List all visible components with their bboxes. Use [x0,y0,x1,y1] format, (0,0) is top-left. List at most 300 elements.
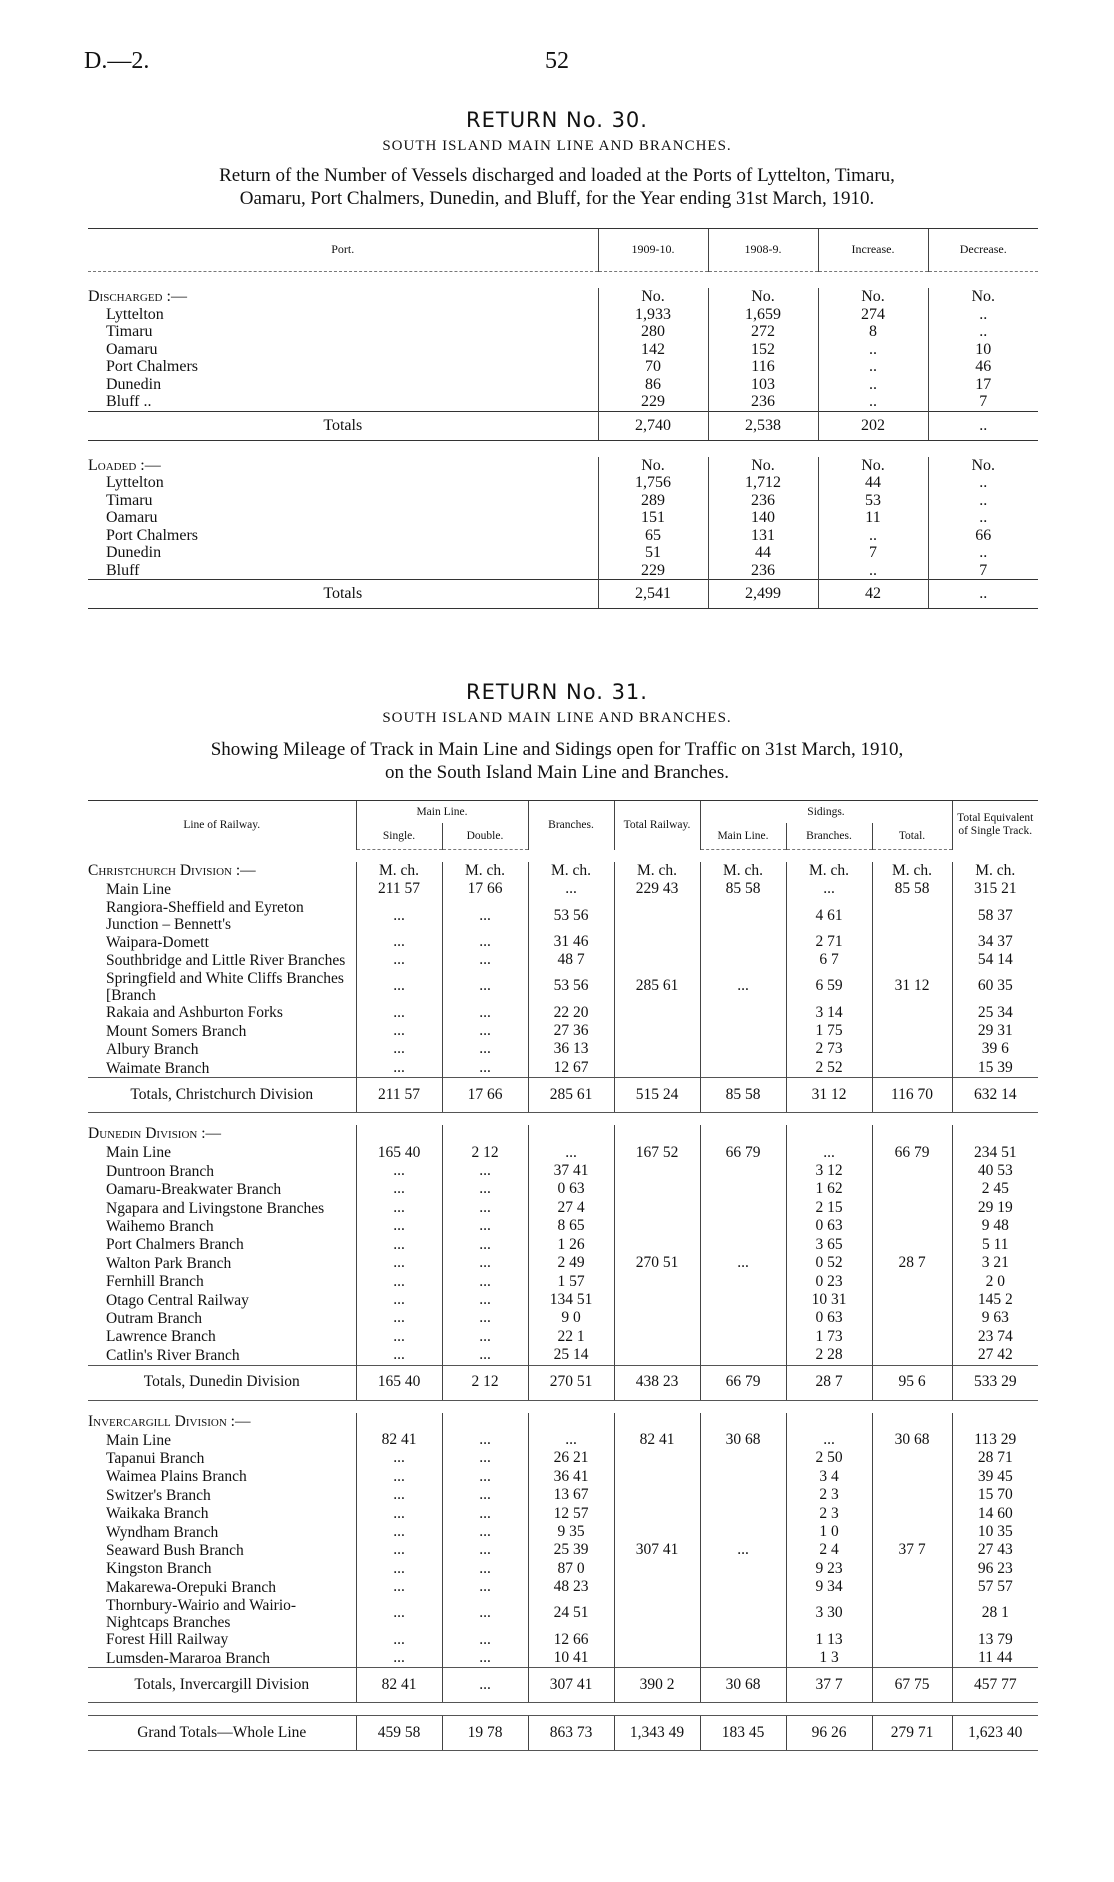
mileage-cell [700,1631,786,1649]
unit-label: No. [708,457,818,475]
railway-name: Main Line [106,1431,171,1449]
mileage-cell [700,1059,786,1078]
mileage-cell: 10 41 [528,1649,614,1668]
mileage-cell: 2 28 [786,1346,872,1365]
mileage-cell: ... [356,1328,442,1346]
unit-label: No. [598,457,708,475]
mileage-cell: 285 61 [614,970,700,1004]
mileage-cell: 3 65 [786,1236,872,1254]
mileage-cell: 1 3 [786,1649,872,1668]
railway-name: Mount Somers Branch [106,1022,247,1040]
mileage-cell: ... [442,951,528,969]
empty-cell [700,1125,786,1143]
spacer-row [88,850,1038,863]
mileage-cell: ... [700,970,786,1004]
mileage-cell: 27 4 [528,1199,614,1217]
empty-cell [528,1413,614,1431]
mileage-cell [614,899,700,933]
mileage-cell [872,1309,952,1327]
spacer-row [88,1113,1038,1126]
mileage-cell: 113 29 [952,1431,1038,1449]
mileage-cell [700,1346,786,1365]
mileage-cell: 1 0 [786,1523,872,1541]
railway-row [88,1449,1038,1467]
total-cell: 95 6 [872,1365,952,1400]
mileage-cell: ... [356,1273,442,1291]
total-cell: 17 66 [442,1078,528,1113]
port-row [88,527,1038,545]
mileage-cell: 165 40 [356,1144,442,1162]
mileage-cell: 25 34 [952,1004,1038,1022]
mileage-cell: 28 7 [872,1254,952,1272]
mileage-cell: 1 26 [528,1236,614,1254]
railway-name: Waihemo Branch [106,1217,214,1235]
port-name: Bluff [106,561,140,579]
mileage-cell: 13 79 [952,1631,1038,1649]
col-main-line: Main Line. [356,801,528,824]
port-row [88,474,1038,492]
mileage-cell [700,1449,786,1467]
total-cell: 66 79 [700,1365,786,1400]
total-cell: 2,499 [708,580,818,609]
railway-name: Waimate Branch [106,1059,210,1077]
mileage-cell: 31 12 [872,970,952,1004]
mileage-cell: ... [356,1199,442,1217]
port-row [88,544,1038,562]
port-name: Dunedin [106,375,162,393]
value-cell: .. [818,527,928,545]
col-increase: Increase. [818,229,928,272]
mileage-cell [872,1597,952,1631]
mileage-cell: 29 19 [952,1199,1038,1217]
railway-name: Main Line [106,1144,171,1162]
empty-cell [614,1413,700,1431]
mileage-cell: 14 60 [952,1505,1038,1523]
railway-name: Fernhill Branch [106,1273,204,1291]
empty-cell [356,1413,442,1431]
mileage-cell: 39 6 [952,1040,1038,1058]
mileage-cell: 9 23 [786,1560,872,1578]
total-cell: 285 61 [528,1078,614,1113]
mileage-cell: ... [442,1309,528,1327]
vessels-table [88,228,1038,609]
mileage-cell: ... [442,899,528,933]
mileage-cell: ... [442,1004,528,1022]
mileage-cell: 87 0 [528,1560,614,1578]
mileage-cell [872,1022,952,1040]
return30-subtitle: SOUTH ISLAND MAIN LINE AND BRANCHES. [382,138,732,154]
mileage-cell: ... [442,1431,528,1449]
mileage-cell: ... [356,1346,442,1365]
unit-label: No. [818,457,928,475]
railway-row [88,1254,1038,1272]
mileage-cell [614,1040,700,1058]
mileage-cell: 13 67 [528,1486,614,1504]
total-cell: 30 68 [700,1668,786,1703]
railway-row [88,1578,1038,1596]
port-name: Oamaru [106,509,158,526]
mileage-cell [872,1059,952,1078]
mileage-cell: 211 57 [356,880,442,898]
railway-name: Main Line [106,881,171,899]
col-total-railway: Total Railway. [614,801,700,850]
section-header-row [88,288,1038,306]
col-line-of-railway: Line of Railway. [88,801,356,850]
total-cell: 457 77 [952,1668,1038,1703]
port-row [88,509,1038,527]
unit-label: M. ch. [356,862,442,880]
grand-total-cell: 96 26 [786,1716,872,1751]
value-cell: 236 [708,492,818,510]
mileage-cell [700,1040,786,1058]
mileage-cell: ... [356,1505,442,1523]
mileage-cell [872,1578,952,1596]
railway-name: Seaward Bush Branch [106,1542,244,1560]
railway-name: Rangiora-Sheffield and Eyreton Junction – Bennett's [106,898,304,933]
division-totals-row [88,1668,1038,1703]
section-header-row [88,457,1038,475]
value-cell: .. [928,509,1038,527]
unit-label: No. [928,457,1038,475]
value-cell: .. [818,376,928,394]
grand-total-cell: 1,623 40 [952,1716,1038,1751]
port-row [88,393,1038,411]
mileage-cell: 2 45 [952,1180,1038,1198]
mileage-cell: ... [356,1541,442,1559]
mileage-cell [872,1162,952,1180]
mileage-cell [614,1180,700,1198]
railway-row [88,1236,1038,1254]
empty-cell [786,1413,872,1431]
value-cell: .. [818,393,928,411]
division-totals-label: Totals, Invercargill Division [88,1668,356,1703]
mileage-cell: ... [356,1597,442,1631]
value-cell: .. [928,474,1038,492]
unit-label: No. [598,288,708,306]
port-name: Port Chalmers [106,358,198,375]
col-single: Single. [356,823,442,850]
mileage-cell [614,1004,700,1022]
mileage-cell: 1 73 [786,1328,872,1346]
mileage-cell: 5 11 [952,1236,1038,1254]
mileage-cell: 2 50 [786,1449,872,1467]
mileage-cell: ... [786,1144,872,1162]
mileage-cell [872,1468,952,1486]
mileage-cell: 36 13 [528,1040,614,1058]
mileage-cell: 2 3 [786,1486,872,1504]
railway-row [88,1059,1038,1078]
railway-row [88,1328,1038,1346]
mileage-cell: 82 41 [356,1431,442,1449]
mileage-cell [614,1578,700,1596]
total-cell: 533 29 [952,1365,1038,1400]
mileage-cell: 36 41 [528,1468,614,1486]
return31-description [60,738,1054,784]
value-cell: 272 [708,323,818,341]
mileage-cell: 229 43 [614,880,700,898]
mileage-cell: ... [356,1468,442,1486]
value-cell: 86 [598,376,708,394]
value-cell: .. [928,323,1038,341]
return30-title: RETURN No. 30. [466,108,648,132]
port-row [88,341,1038,359]
grand-total-cell: 19 78 [442,1716,528,1751]
empty-cell [356,1125,442,1143]
empty-cell [872,1125,952,1143]
return30-description-line2: Oamaru, Port Chalmers, Dunedin, and Bluff, for the Year ending 31st March, 1910. [239,188,875,209]
mileage-cell [700,1199,786,1217]
mileage-cell: 3 12 [786,1162,872,1180]
value-cell: 7 [818,544,928,562]
empty-cell [528,1125,614,1143]
col-branches: Branches. [528,801,614,850]
mileage-cell: ... [356,951,442,969]
value-cell: 51 [598,544,708,562]
mileage-cell [700,1217,786,1235]
railway-name: Springfield and White Cliffs Branches [Branch [106,969,344,1004]
mileage-cell: 9 48 [952,1217,1038,1235]
total-cell: 270 51 [528,1365,614,1400]
value-cell: 151 [598,509,708,527]
value-cell: 131 [708,527,818,545]
unit-label: M. ch. [700,862,786,880]
mileage-cell: ... [356,1449,442,1467]
mileage-cell: ... [356,1236,442,1254]
mileage-cell [872,1180,952,1198]
mileage-cell: 270 51 [614,1254,700,1272]
mileage-cell: 48 23 [528,1578,614,1596]
mileage-cell: ... [442,1199,528,1217]
total-cell: ... [442,1668,528,1703]
mileage-cell [614,951,700,969]
mileage-cell: 3 30 [786,1597,872,1631]
mileage-cell: 53 56 [528,899,614,933]
total-cell: 632 14 [952,1078,1038,1113]
unit-label: M. ch. [614,862,700,880]
mileage-cell: ... [700,1541,786,1559]
mileage-cell: ... [356,1059,442,1078]
mileage-cell [614,1199,700,1217]
mileage-cell: ... [442,1217,528,1235]
mileage-cell: 27 42 [952,1346,1038,1365]
total-cell: .. [928,580,1038,609]
railway-name: Forest Hill Railway [106,1631,229,1649]
railway-row [88,1199,1038,1217]
mileage-cell [700,1022,786,1040]
railway-row [88,970,1038,1004]
mileage-cell [614,1236,700,1254]
mileage-cell: ... [442,1291,528,1309]
railway-row [88,1217,1038,1235]
railway-row [88,1468,1038,1486]
railway-name: Lumsden-Mararoa Branch [106,1649,270,1667]
value-cell: .. [818,562,928,580]
mileage-cell: 54 14 [952,951,1038,969]
mileage-cell: 28 71 [952,1449,1038,1467]
mileage-cell [614,1346,700,1365]
unit-label: No. [928,288,1038,306]
railway-row [88,1523,1038,1541]
mileage-cell: ... [442,1486,528,1504]
document-reference: D.—2. [84,48,150,74]
mileage-cell [614,1291,700,1309]
mileage-cell [614,1468,700,1486]
mileage-cell: 6 59 [786,970,872,1004]
division-totals-label: Totals, Dunedin Division [88,1365,356,1400]
railway-row [88,1597,1038,1631]
railway-name: Switzer's Branch [106,1486,211,1504]
mileage-cell: 60 35 [952,970,1038,1004]
mileage-cell: 3 21 [952,1254,1038,1272]
mileage-cell: ... [356,1631,442,1649]
total-cell: 438 23 [614,1365,700,1400]
mileage-cell [700,1505,786,1523]
col-port: Port. [88,229,598,272]
mileage-cell [872,1560,952,1578]
return31-description-line2: on the South Island Main Line and Branches. [384,762,730,783]
railway-row [88,951,1038,969]
mileage-cell [872,1631,952,1649]
mileage-cell [614,1486,700,1504]
mileage-cell: 25 14 [528,1346,614,1365]
grand-total-cell: 183 45 [700,1716,786,1751]
empty-cell [952,1413,1038,1431]
railway-row [88,1162,1038,1180]
mileage-cell [872,1040,952,1058]
mileage-cell: 66 79 [872,1144,952,1162]
mileage-cell [872,951,952,969]
railway-name: Thornbury-Wairio and Wairio-Nightcaps Branches [106,1596,297,1631]
mileage-cell: 27 36 [528,1022,614,1040]
mileage-table [88,800,1038,1751]
railway-row [88,1004,1038,1022]
mileage-cell: 37 7 [872,1541,952,1559]
mileage-cell: ... [442,1449,528,1467]
value-cell: 1,659 [708,306,818,324]
port-row [88,562,1038,580]
page-number: 52 [545,48,569,74]
mileage-cell: ... [442,1162,528,1180]
mileage-cell: 31 46 [528,933,614,951]
total-cell: 2,541 [598,580,708,609]
mileage-cell: 2 49 [528,1254,614,1272]
spacer-row [88,440,1038,457]
mileage-cell: 2 52 [786,1059,872,1078]
grand-totals-row [88,1716,1038,1751]
mileage-cell: 30 68 [700,1431,786,1449]
total-cell: 116 70 [872,1078,952,1113]
mileage-cell: 40 53 [952,1162,1038,1180]
total-cell: 2,740 [598,411,708,440]
railway-row [88,1022,1038,1040]
total-cell: 211 57 [356,1078,442,1113]
totals-row [88,411,1038,440]
total-cell: 37 7 [786,1668,872,1703]
mileage-cell: 9 63 [952,1309,1038,1327]
railway-name: Rakaia and Ashburton Forks [106,1004,283,1022]
railway-row [88,1291,1038,1309]
mileage-cell: ... [356,899,442,933]
mileage-cell [700,899,786,933]
value-cell: 229 [598,562,708,580]
value-cell: 7 [928,393,1038,411]
mileage-cell [872,1649,952,1668]
mileage-cell: ... [442,1597,528,1631]
mileage-cell [872,1004,952,1022]
mileage-cell: ... [528,1431,614,1449]
mileage-cell: ... [356,1180,442,1198]
mileage-cell [700,1486,786,1504]
return31-description-line1: Showing Mileage of Track in Main Line and Sidings open for Traffic on 31st March, 1910, [210,739,904,760]
value-cell: 116 [708,358,818,376]
division-name: Dunedin Division :— [88,1125,222,1143]
total-cell: 82 41 [356,1668,442,1703]
value-cell: 53 [818,492,928,510]
railway-name: Waipara-Domett [106,933,209,951]
railway-name: Outram Branch [106,1310,202,1328]
total-cell: 202 [818,411,928,440]
port-row [88,358,1038,376]
mileage-cell: ... [442,1273,528,1291]
mileage-cell: ... [700,1254,786,1272]
total-cell: 67 75 [872,1668,952,1703]
mileage-cell [700,951,786,969]
mileage-cell: 3 14 [786,1004,872,1022]
value-cell: .. [928,492,1038,510]
railway-name: Duntroon Branch [106,1162,215,1180]
port-row [88,376,1038,394]
value-cell: 70 [598,358,708,376]
railway-name: Makarewa-Orepuki Branch [106,1578,276,1596]
railway-name: Southbridge and Little River Branches [106,951,346,969]
railway-name: Otago Central Railway [106,1291,249,1309]
return30-description-line1: Return of the Number of Vessels discharged and loaded at the Ports of Lyttelton, Timaru, [219,165,895,186]
port-row [88,306,1038,324]
railway-row [88,880,1038,898]
mileage-cell [614,1597,700,1631]
totals-label: Totals [88,411,598,440]
mileage-cell: ... [442,1505,528,1523]
railway-name: Waikaka Branch [106,1505,209,1523]
mileage-cell: ... [442,1578,528,1596]
mileage-cell: 11 44 [952,1649,1038,1668]
mileage-cell: 2 4 [786,1541,872,1559]
port-name: Port Chalmers [106,526,198,544]
mileage-cell: 15 70 [952,1486,1038,1504]
mileage-cell: 2 73 [786,1040,872,1058]
mileage-cell [700,1236,786,1254]
mileage-cell: 145 2 [952,1291,1038,1309]
mileage-cell: 234 51 [952,1144,1038,1162]
value-cell: 17 [928,376,1038,394]
col-sidings: Sidings. [700,801,952,824]
railway-row [88,1273,1038,1291]
empty-cell [700,1413,786,1431]
mileage-cell: 24 51 [528,1597,614,1631]
mileage-cell [614,1273,700,1291]
division-name: Christchurch Division :— [88,862,256,879]
mileage-cell: 134 51 [528,1291,614,1309]
empty-cell [872,1413,952,1431]
mileage-cell: 26 21 [528,1449,614,1467]
total-cell: 85 58 [700,1078,786,1113]
col-1909-10: 1909-10. [598,229,708,272]
value-cell: .. [928,306,1038,324]
value-cell: 229 [598,393,708,411]
port-name: Dunedin [106,544,162,561]
value-cell: 7 [928,562,1038,580]
railway-row [88,1486,1038,1504]
